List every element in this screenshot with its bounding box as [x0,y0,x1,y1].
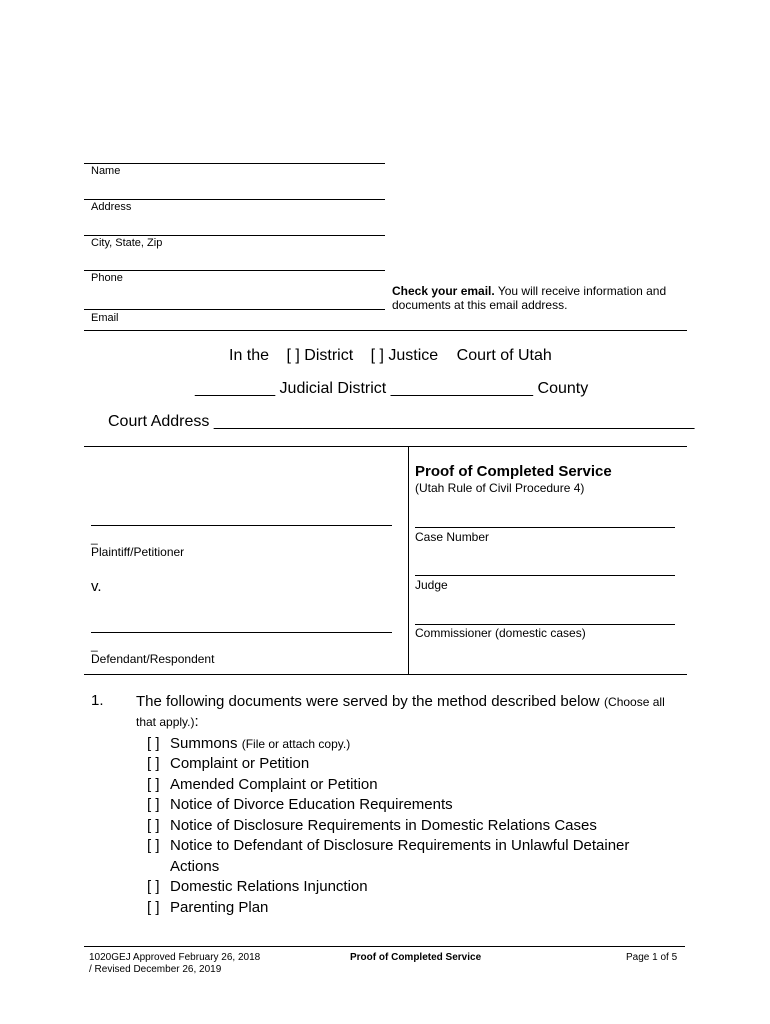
defendant-label: Defendant/Respondent [91,652,215,666]
court-of-utah-text: Court of Utah [456,347,552,364]
checkbox[interactable]: [ ] [147,735,160,752]
judicial-district-line [195,380,588,398]
item-note: (File or attach copy.) [241,737,351,751]
section-number: 1. [91,692,104,709]
justice-checkbox[interactable]: [ ] Justice [370,347,439,364]
email-label: Email [91,312,119,324]
footer-page-number: Page 1 of 5 [626,952,678,963]
checklist-item-unlawful-detainer [147,837,629,854]
plaintiff-dash: _ [91,531,98,545]
item-label: Notice to Defendant of Disclosure Requirements in Unlawful Detainer [170,837,630,854]
section-main-text: The following documents were served by the method described below [136,693,600,710]
item-label: Notice of Divorce Education Requirements [170,796,453,813]
checklist-item-complaint [147,755,309,772]
court-address-field[interactable]: ______________________________________________________ [213,413,695,430]
address-label: Address [91,201,132,213]
email-line[interactable] [84,309,385,310]
in-the-text: In the [229,347,270,364]
name-label: Name [91,165,121,177]
plaintiff-label: Plaintiff/Petitioner [91,545,185,559]
checklist-item-injunction [147,878,368,895]
checkbox[interactable]: [ ] [147,899,160,916]
judge-line[interactable] [415,575,675,576]
checklist-item-parenting-plan [147,899,268,916]
footer-title: Proof of Completed Service [350,952,482,963]
checklist-item-summons [147,735,350,752]
versus-text: v. [91,578,102,595]
check-email-bold: Check your email. [392,284,495,298]
checklist-item-divorce-education [147,796,453,813]
checkbox[interactable]: [ ] [147,755,160,772]
checkbox[interactable]: [ ] [147,776,160,793]
city-state-zip-label: City, State, Zip [91,237,163,249]
caption-bottom-border [84,674,687,675]
county-field[interactable]: ________________ [390,380,534,397]
caption-divider [408,446,409,674]
form-subtitle: (Utah Rule of Civil Procedure 4) [415,481,585,495]
commissioner-label: Commissioner (domestic cases) [415,626,586,640]
section-note-1: (Choose all [604,695,665,709]
county-text: County [537,380,589,397]
defendant-name-line[interactable] [91,632,392,633]
item-label-continued: Actions [170,858,220,875]
caption-top-border [84,446,687,447]
section-colon: : [194,713,199,730]
court-address-label: Court Address [108,413,210,430]
checkbox[interactable]: [ ] [147,796,160,813]
district-checkbox[interactable]: [ ] District [286,347,354,364]
district-number-field[interactable]: _________ [195,380,276,397]
form-title: Proof of Completed Service [415,463,612,480]
checkbox[interactable]: [ ] [147,878,160,895]
item-label: Complaint or Petition [170,755,310,772]
phone-line[interactable] [84,270,385,271]
judge-label: Judge [415,578,448,592]
phone-label: Phone [91,272,123,284]
check-email-notice [392,284,682,312]
court-address-line [108,413,694,431]
section-note-2: that apply.) [136,715,195,729]
commissioner-line[interactable] [415,624,675,625]
plaintiff-name-line[interactable] [91,525,392,526]
footer-form-id-2: / Revised December 26, 2019 [89,964,222,975]
section-text [136,692,681,732]
checkbox[interactable]: [ ] [147,817,160,834]
header-divider [84,330,687,331]
city-state-zip-line[interactable] [84,235,385,236]
footer-form-id [89,952,260,976]
item-label: Domestic Relations Injunction [170,878,368,895]
checklist-item-amended-complaint [147,776,378,793]
checkbox[interactable]: [ ] [147,837,160,854]
item-label: Summons [170,735,238,752]
item-label: Parenting Plan [170,899,269,916]
checklist-item-disclosure-domestic [147,817,597,834]
check-email-text-1: You will receive information and [494,284,667,298]
case-number-line[interactable] [415,527,675,528]
name-line[interactable] [84,163,385,164]
checklist-item-unlawful-detainer-cont [170,858,219,875]
defendant-dash: _ [91,638,98,652]
judicial-district-text: Judicial District [279,380,387,397]
footer-form-id-1: 1020GEJ Approved February 26, 2018 [89,952,261,963]
address-line[interactable] [84,199,385,200]
court-line [229,347,552,365]
footer-divider [84,946,685,947]
check-email-text-2: documents at this email address. [392,298,568,312]
item-label: Amended Complaint or Petition [170,776,378,793]
item-label: Notice of Disclosure Requirements in Domestic Relations Cases [170,817,597,834]
case-number-label: Case Number [415,530,490,544]
